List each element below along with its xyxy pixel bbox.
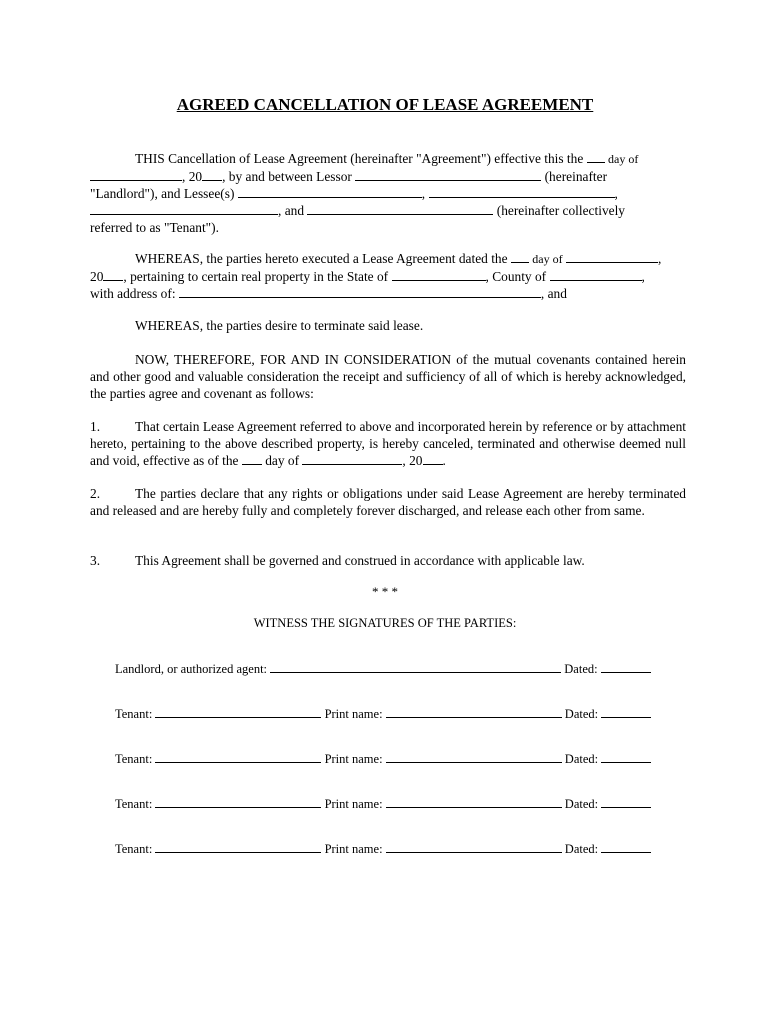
section-stars: * * * bbox=[372, 584, 398, 599]
lessee-3-blank[interactable] bbox=[90, 203, 278, 215]
whereas-terminate-paragraph: WHEREAS, the parties desire to terminate said lease. bbox=[135, 318, 424, 333]
intro-paragraph: THIS Cancellation of Lease Agreement (hereinafter "Agreement") effective this the day of , 20 , by and between Lessor (hereinafter "Landlord"), and Lessee(s) , , , and (hereinafter collectively referred to as "Tenant"). bbox=[90, 151, 639, 235]
effective-day-blank[interactable] bbox=[587, 151, 605, 163]
address-blank[interactable] bbox=[179, 286, 541, 298]
lessee-4-blank[interactable] bbox=[307, 203, 493, 215]
tenant-signature-line: Tenant: Print name: Dated: bbox=[115, 796, 651, 812]
effective-month-blank[interactable] bbox=[90, 169, 182, 181]
document-title: AGREED CANCELLATION OF LEASE AGREEMENT bbox=[176, 95, 594, 114]
effective-year-blank[interactable] bbox=[202, 169, 222, 181]
lease-day-blank[interactable] bbox=[511, 251, 529, 263]
clause-1: 1. That certain Lease Agreement referred to above and incorporated herein by reference or by attachment hereto, pertaining to the above described property, is hereby canceled, terminated and otherwise deemed null and void, effective as of the day of , 20 . bbox=[90, 419, 686, 468]
tenant-print-name-blank[interactable] bbox=[386, 752, 562, 763]
tenant-print-name-blank[interactable] bbox=[386, 797, 562, 808]
tenant-date-blank[interactable] bbox=[601, 797, 651, 808]
county-blank[interactable] bbox=[550, 269, 642, 281]
lease-month-blank[interactable] bbox=[566, 251, 658, 263]
cancel-month-blank[interactable] bbox=[302, 453, 402, 465]
landlord-signature-blank[interactable] bbox=[270, 662, 561, 673]
cancel-year-blank[interactable] bbox=[423, 453, 443, 465]
whereas-lease-paragraph: WHEREAS, the parties hereto executed a Lease Agreement dated the day of , 20 , pertaining to certain real property in the State of , County of , with address of: , and bbox=[90, 251, 662, 301]
clause-2: 2. The parties declare that any rights or obligations under said Lease Agreement are hereby terminated and released and are hereby fully and completely forever discharged, and release each other from same. bbox=[90, 486, 686, 518]
clause-3: 3. This Agreement shall be governed and construed in accordance with applicable law. bbox=[90, 553, 585, 568]
tenant-signature-line: Tenant: Print name: Dated: bbox=[115, 841, 651, 857]
witness-heading: WITNESS THE SIGNATURES OF THE PARTIES: bbox=[253, 616, 517, 630]
tenant-print-name-blank[interactable] bbox=[386, 842, 562, 853]
tenant-date-blank[interactable] bbox=[601, 842, 651, 853]
lessor-name-blank[interactable] bbox=[355, 169, 541, 181]
state-blank[interactable] bbox=[392, 269, 486, 281]
tenant-signature-blank[interactable] bbox=[155, 797, 321, 808]
tenant-signature-line: Tenant: Print name: Dated: bbox=[115, 706, 651, 722]
tenant-signature-blank[interactable] bbox=[155, 842, 321, 853]
now-therefore-paragraph: NOW, THEREFORE, FOR AND IN CONSIDERATION of the mutual covenants contained herein and other good and valuable consideration the receipt and sufficiency of all of which is hereby acknowledged, the parties agree and covenant as follows: bbox=[90, 352, 686, 401]
cancel-day-blank[interactable] bbox=[242, 453, 262, 465]
tenant-signature-blank[interactable] bbox=[155, 707, 321, 718]
tenant-print-name-blank[interactable] bbox=[386, 707, 562, 718]
tenant-signature-line: Tenant: Print name: Dated: bbox=[115, 751, 651, 767]
tenant-signature-blank[interactable] bbox=[155, 752, 321, 763]
lease-year-blank[interactable] bbox=[103, 269, 123, 281]
lessee-1-blank[interactable] bbox=[238, 186, 422, 198]
lessee-2-blank[interactable] bbox=[429, 186, 615, 198]
tenant-date-blank[interactable] bbox=[601, 707, 651, 718]
landlord-signature-line: Landlord, or authorized agent: Dated: bbox=[115, 661, 651, 677]
landlord-date-blank[interactable] bbox=[601, 662, 651, 673]
tenant-date-blank[interactable] bbox=[601, 752, 651, 763]
